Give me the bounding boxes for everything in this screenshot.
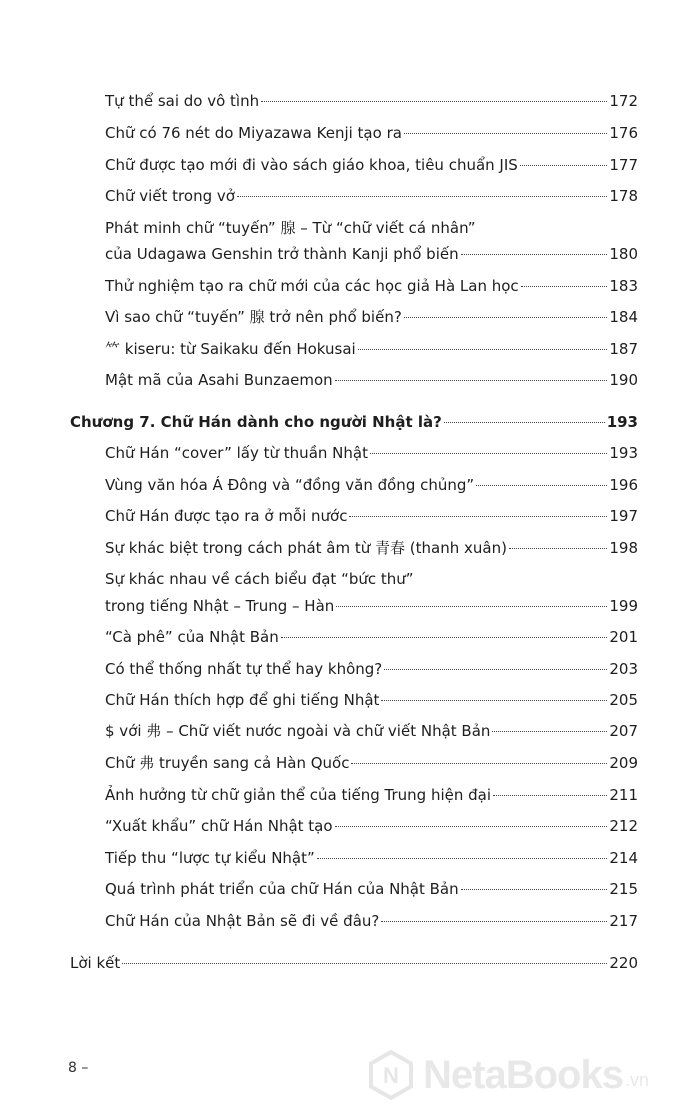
toc-entry-title: 𥫗 kiseru: từ Saikaku đến Hokusai [105,340,356,358]
toc-entry[interactable] [105,443,638,463]
toc-entry-title-line1: Phát minh chữ “tuyến” 腺 – Từ “chữ viết cá nhân” [105,219,476,237]
toc-entry-page: 207 [609,722,638,740]
toc-entry-title: Tiếp thu “lược tự kiểu Nhật” [105,849,315,867]
toc-entry-page: 212 [609,817,638,835]
toc-entry-title: Quá trình phát triển của chữ Hán của Nhật Bản [105,880,459,898]
toc-entry-page: 220 [609,954,638,972]
dot-leader [493,795,607,796]
toc-entry-title: Chữ Hán được tạo ra ở mỗi nước [105,507,348,525]
toc-entry-page: 199 [609,597,638,615]
toc-entry-title: Thử nghiệm tạo ra chữ mới của các học giả Hà Lan học [105,277,519,295]
toc-entry[interactable] [105,879,638,899]
toc-entry[interactable] [105,276,638,296]
toc-entry-title: Có thể thống nhất tự thể hay không? [105,660,383,678]
toc-entry-page: 196 [609,476,638,494]
toc-entry-title: Sự khác biệt trong cách phát âm từ 青春 (thanh xuân) [105,539,507,557]
dot-leader [317,858,608,859]
dot-leader [521,286,608,287]
dot-leader [476,485,607,486]
toc-entry[interactable] [105,370,638,390]
toc-entry-page: 187 [609,340,638,358]
watermark [365,1045,685,1105]
toc-entry[interactable] [105,91,638,111]
dot-leader [461,254,608,255]
dot-leader [349,516,607,517]
toc-entry-first-line [105,218,638,238]
dot-leader [358,349,608,350]
dot-leader [461,889,608,890]
toc-entry-page: 197 [609,507,638,525]
toc-entry[interactable] [105,475,638,495]
dot-leader [444,422,605,423]
dot-leader [335,826,608,827]
dot-leader [381,921,607,922]
toc-entry-title: Mật mã của Asahi Bunzaemon [105,371,333,389]
toc-entry[interactable] [105,690,638,710]
dot-leader [370,453,607,454]
toc-entry-page: 180 [609,245,638,263]
toc-entry-page: 183 [609,277,638,295]
dot-leader [281,637,608,638]
toc-entry-page: 198 [609,539,638,557]
toc-entry[interactable] [105,596,638,616]
dot-leader [404,133,607,134]
netabooks-logo-icon [365,1049,417,1101]
dot-leader [520,165,608,166]
toc-entry-title: trong tiếng Nhật – Trung – Hàn [105,597,335,615]
toc-entry-title: “Cà phê” của Nhật Bản [105,628,279,646]
toc-entry-page: 190 [609,371,638,389]
toc-entry-page: 184 [609,308,638,326]
watermark-brand: NetaBooks [423,1052,623,1097]
toc-entry-page: 176 [609,124,638,142]
toc-entry-title: Chữ viết trong vở [105,187,235,205]
toc-entry[interactable] [105,911,638,931]
toc-entry[interactable] [105,785,638,805]
toc-entry[interactable] [105,721,638,741]
dot-leader [351,763,607,764]
toc-entry-title: Chữ Hán của Nhật Bản sẽ đi về đâu? [105,912,380,930]
toc-entry-title: Chữ có 76 nét do Miyazawa Kenji tạo ra [105,124,402,142]
dot-leader [237,196,607,197]
toc-entry-title: $ với 弗 – Chữ viết nước ngoài và chữ viết Nhật Bản [105,722,491,740]
toc-entry[interactable] [105,753,638,773]
dot-leader [381,700,607,701]
toc-entry[interactable] [105,848,638,868]
toc-entry[interactable] [105,816,638,836]
toc-entry-title: Chữ Hán “cover” lấy từ thuần Nhật [105,444,368,462]
toc-entry-page: 215 [609,880,638,898]
dot-leader [509,548,607,549]
dot-leader [122,963,607,964]
toc-entry-page: 177 [609,156,638,174]
dot-leader [335,380,608,381]
toc-entry[interactable] [105,244,638,264]
toc-entry[interactable] [105,186,638,206]
toc-entry[interactable] [105,538,638,558]
toc-entry[interactable] [105,339,638,359]
toc-entry-title: Vì sao chữ “tuyến” 腺 trở nên phổ biến? [105,308,402,326]
toc-entry-title: Ảnh hưởng từ chữ giản thể của tiếng Trung hiện đại [105,786,492,804]
toc-entry-title: Chữ Hán thích hợp để ghi tiếng Nhật [105,691,380,709]
toc-entry[interactable] [105,659,638,679]
watermark-tld: .vn [624,1070,649,1090]
toc-entry-title: Chữ được tạo mới đi vào sách giáo khoa, tiêu chuẩn JIS [105,156,518,174]
dot-leader [336,606,607,607]
toc-entry-title: Lời kết [70,954,121,972]
dot-leader [261,101,607,102]
toc-entry-page: 217 [609,912,638,930]
toc-entry[interactable] [105,155,638,175]
toc-entry-page: 178 [609,187,638,205]
logo-letter: N [383,1063,399,1088]
toc-entry-page: 214 [609,849,638,867]
toc-entry-page: 203 [609,660,638,678]
toc-entry-page: 201 [609,628,638,646]
toc-entry-title: Tự thể sai do vô tình [105,92,260,110]
toc-entry-page: 193 [606,413,638,431]
toc-entry-page: 172 [609,92,638,110]
toc-entry-title-line1: Sự khác nhau về cách biểu đạt “bức thư” [105,570,414,588]
toc-entry[interactable] [105,123,638,143]
toc-entry-title: Chương 7. Chữ Hán dành cho người Nhật là? [70,413,442,431]
toc-entry-title: của Udagawa Genshin trở thành Kanji phổ biến [105,245,459,263]
toc-entry[interactable] [105,627,638,647]
dot-leader [384,669,607,670]
toc-entry-title: “Xuất khẩu” chữ Hán Nhật tạo [105,817,333,835]
toc-entry-page: 205 [609,691,638,709]
toc-chapter-heading[interactable] [70,412,638,432]
toc-entry-title: Chữ 弗 truyền sang cả Hàn Quốc [105,754,350,772]
toc-entry-page: 211 [609,786,638,804]
toc-entry[interactable] [105,506,638,526]
toc-entry-page: 209 [609,754,638,772]
page-number: 8 – [68,1060,89,1076]
toc-entry-title: Vùng văn hóa Á Đông và “đồng văn đồng chủng” [105,476,475,494]
toc-entry-first-line [105,569,638,589]
dot-leader [404,317,608,318]
toc-entry[interactable] [105,307,638,327]
toc-entry-epilogue[interactable] [70,953,638,973]
toc-entry-page: 193 [609,444,638,462]
dot-leader [492,731,607,732]
